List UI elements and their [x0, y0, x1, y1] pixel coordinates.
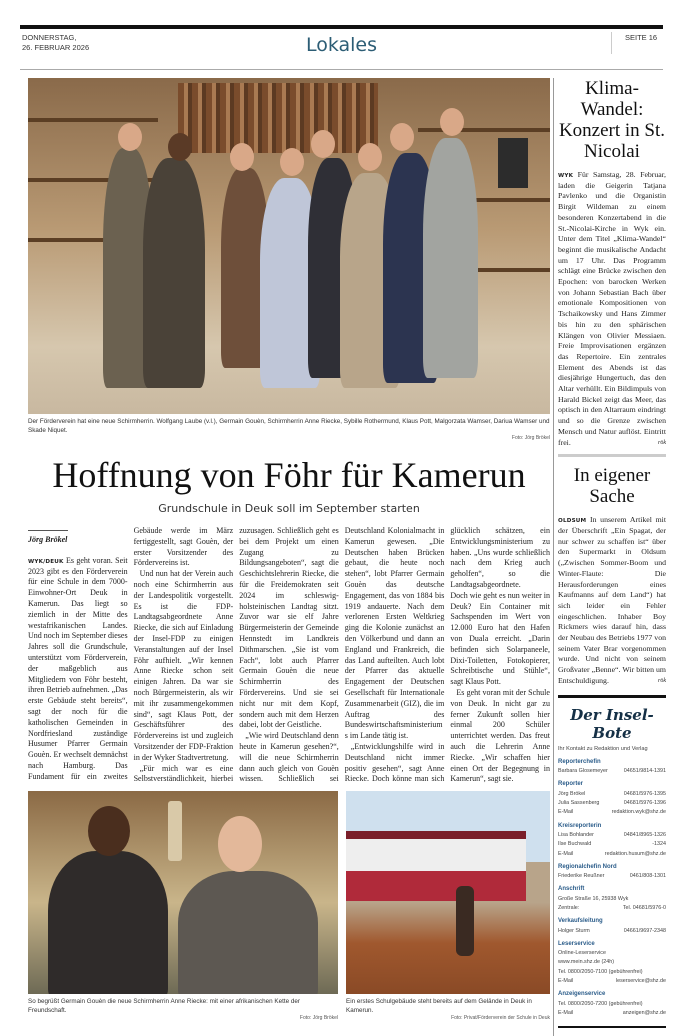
contact-value: 04681/5976-1396: [623, 800, 666, 807]
date: 26. FEBRUAR 2026: [22, 43, 90, 52]
paragraph: „Entwicklungshilfe wird in Deutschland nicht immer positiv gesehen“, sagt Anne Riecke. Doch könne man sich glücklich schätzen, ein Entwicklungsministerium zu haben. „Uns wurde schließlich nach dem Krieg auch geholfen“, so die Landtagsabgeordnete.: [344, 526, 550, 784]
contact-label: E-Mail: [558, 850, 574, 857]
paragraph: „Wie wird Deutschland denn heute in Kamerun gesehen?“, will die neue Schirmherrin dann auch gleich von Gouèn wissen. Schließlich sei Deutschland Kolonialmacht in Kamerun gewesen. „Die Deutschen haben Brücken gebaut, die heute noch stehen“, lobt Pfarrer Germain Gouèn das deutsche Engagement, das von 1884 bis 1919 andauerte. Nach dem verlorenen Ersten Weltkrieg ging die Kolonie zunächst an den Völkerbund und dann an England und Frankreich, die das Land aufteilten. Auch lobt der Pfarrer das aktuelle Engagement der Deutschen Gesellschaft für Internationale Zusammenarbeit (GIZ), die im Auftrag des Bundeswirtschaftsministeriums im Lande tätig ist.: [239, 526, 445, 784]
contact-group-title: Reporterchefin: [558, 758, 601, 765]
caption-text: So begrüßt Germain Gouèn die neue Schirmherrin Anne Riecke: mit einer afrikanischen Kette der Freundschaft.: [28, 998, 300, 1015]
header-divider: [20, 69, 663, 70]
contact-value: -1324: [652, 841, 666, 848]
paragraph: Und nun hat der Verein auch noch eine Schirmherrin aus der Landespolitik vorgestellt. Es ist die FDP-Landtagsabgeordnete Anne Riecke, die sich auf Einladung der Insel-FDP zu einigen Veranstaltungen auf der Insel Föhr aufhielt. „Wir kennen Anne Riecke schon seit einigen Jahren. Da war sie noch Bürgermeisterin, als wir mit ihr zusammengekommen sind“, sagt Klaus Pott, der Geschäftsführer des Fördervereins ist und zugleich Vorsitzender der FDP-Fraktion in der Wyker Stadtvertretung.: [133, 569, 234, 762]
contact-row: [558, 977, 666, 986]
issue-date: [22, 33, 89, 53]
contact-value[interactable]: leserservice@shz.de: [615, 978, 666, 985]
dateline: WYK/DEUK: [28, 558, 64, 565]
author-rule: [28, 530, 68, 531]
klima-body: [558, 170, 666, 448]
contact-value: 0461/808-1301: [629, 873, 666, 880]
contact-group-title: Kreisreporterin: [558, 822, 602, 829]
contact-label: Friederike Reußner: [558, 873, 605, 880]
sidebar: [553, 78, 666, 1036]
contact-row: [558, 799, 666, 808]
insel-bote-logo: Der Insel-Bote: [570, 705, 654, 742]
klima-article: [558, 78, 666, 448]
weekday: DONNERSTAG,: [22, 33, 77, 42]
contact-group-title: Anzeigenservice: [558, 991, 606, 998]
contact-row: [558, 1009, 666, 1018]
contact-row: [558, 767, 666, 776]
caption-text: Der Förderverein hat eine neue Schirmherrin. Wolfgang Laube (v.l.), Germain Gouèn, Schirmherrin Anne Riecke, Sybille Rothermund, Klaus Pott, Malgorzata Wamser, Dariua Wamser und Skade Niquet.: [28, 418, 550, 434]
contact-label: Julia Sassenberg: [558, 800, 600, 807]
contact-value: 04681/5976-1395: [623, 790, 666, 797]
contact-group-title: Regionalchefin Nord: [558, 863, 617, 870]
contact-label: Holger Sturm: [558, 927, 590, 934]
photo-right-block: [346, 791, 550, 1022]
contact-label: Tel. 0800/2050-7200 (gebührenfrei): [558, 1000, 643, 1007]
photo-gouen-riecke: [28, 791, 338, 994]
contact-value: 04661/9697-2348: [623, 927, 666, 934]
contact-group-title: Verkaufsleitung: [558, 918, 603, 925]
contact-row: [558, 927, 666, 936]
author-signature: rök: [658, 439, 666, 446]
main-column: [28, 78, 550, 1022]
contact-row: [558, 1000, 666, 1009]
contact-label: Zentrale:: [558, 904, 580, 911]
contact-row: [558, 872, 666, 881]
photo-school-building: [346, 791, 550, 994]
correction-article: [558, 465, 666, 686]
contact-label: Lisa Bohlander: [558, 831, 594, 838]
contact-value: 04841/8965-1326: [623, 831, 666, 838]
body-text: Für Samstag, 28. Februar, laden die Geigerin Tatjana Pavlenko und die Organistin Birgit Wildeman zu einem besonderen Konzertabend in die St.-Nicolai-Kirche in Wyk ein. Unter dem Titel „Klima-Wandel“ beginnt die musikalische Andacht um 17 Uhr. Das Programm schlägt eine Brücke zwischen den Epochen: von barocken Werken von Johann Sebastian Bach über emotionale Kompositionen von Tschaikowsky und Hans Zimmer bis hin zu den sphärischen Klängen von Olivier Messiaen. Freie Improvisationen ergänzen das Repertoire. Ein zentrales Element des Abends ist das diesjährige Hungertuch, das den Altar verhüllt. Ein Bildimpuls von Harald Bickel zeigt das Meer, das optisch in den Altarraum eindringt und so die Grenze zwischen Mensch und Natur auflöst. Eintritt frei.: [558, 170, 666, 447]
contact-row: [558, 895, 666, 904]
photo-credit: Foto: Jörg Brökel: [299, 1015, 338, 1022]
photo-credit: Foto: Jörg Brökel: [511, 435, 550, 441]
contact-row: [558, 949, 666, 958]
main-photo-caption: [28, 417, 550, 442]
divider: [558, 1026, 666, 1028]
contact-label: Jörg Brökel: [558, 790, 586, 797]
contact-label: E-Mail: [558, 978, 574, 985]
contact-group-title: Anschrift: [558, 886, 585, 893]
contact-list: [558, 758, 666, 1018]
photo-right-caption: [346, 997, 550, 1022]
photo-left-block: [28, 791, 338, 1022]
contact-value[interactable]: anzeigen@shz.de: [622, 1009, 666, 1016]
correction-body: [558, 515, 666, 686]
contact-group-title: Reporter: [558, 781, 584, 788]
contact-label: Tel. 0800/2050-7100 (gebührenfrei): [558, 968, 643, 975]
dateline: OLDSUM: [558, 518, 587, 525]
contact-label: Große Straße 16, 25938 Wyk: [558, 895, 629, 902]
contact-value[interactable]: redaktion.wyk@shz.de: [611, 809, 666, 816]
divider: [558, 695, 666, 698]
divider: [558, 454, 666, 457]
contact-label[interactable]: www.mein.shz.de (24h): [558, 959, 615, 966]
contact-value: 04651/9814-1391: [623, 768, 666, 775]
photo-left-caption: [28, 997, 338, 1022]
caption-text: Ein erstes Schulgebäude steht bereits auf dem Gelände in Deuk in Kamerun.: [346, 998, 532, 1015]
contact-row: [558, 808, 666, 817]
contact-label: Online-Leserservice: [558, 950, 606, 957]
main-photo: [28, 78, 550, 414]
paragraph: Es geht voran mit der Schule von Deuk. In nicht gar zu ferner Zukunft sollen hier einmal 200 Schüler unterrichtet werden. Das freut auch die Lehrerin Anne Riecke. „Wir schaffen hier einen Ort der Begegnung in Kamerun“, sagt sie.: [450, 687, 550, 784]
top-rule: [20, 25, 663, 29]
article-headline: Hoffnung von Föhr für Kamerun: [52, 455, 526, 495]
bottom-photos: [28, 791, 550, 1022]
article-subheadline: Grundschule in Deuk soll im September starten: [158, 502, 420, 515]
contact-label: Barbara Glosemeyer: [558, 768, 608, 775]
paragraph: „Für mich war es eine Selbstverständlichkeit, hierbei zuzusagen. Schließlich geht es bei dem Projekt um einen Zugang zu Bildungsangeboten“, sagt die Geschichtslehrerin Riecke, die für die Freidemokraten seit 2024 im schleswig-holsteinischen Landtag sitzt. Zuvor war sie elf Jahre Bürgermeisterin der Gemeinde Hennstedt im Landkreis Dithmarschen. „Sie ist vom Fach“, lobt auch Pfarrer Germain Gouèn die neue Schirmherrin des Fördervereins. Und sie sei nicht nur mit dem Kopf, sondern auch mit dem Herzen dabei, lobt der Geistliche.: [133, 526, 339, 784]
contact-label: E-Mail: [558, 1009, 574, 1016]
contact-intro: Ihr Kontakt zu Redaktion und Verlag: [558, 745, 648, 752]
contact-label: E-Mail: [558, 809, 574, 816]
contact-row: [558, 850, 666, 859]
photo-credit: Foto: Privat/Förderverein der Schule in Deuk: [451, 1015, 550, 1022]
correction-headline: In eigener Sache: [573, 465, 651, 508]
author: Jörg Brökel: [28, 535, 68, 544]
contact-value[interactable]: redaktion.husum@shz.de: [604, 850, 666, 857]
contact-row: [558, 968, 666, 977]
author-signature: rök: [658, 677, 666, 684]
contact-row: [558, 831, 666, 840]
divider: [611, 32, 612, 54]
contact-row: [558, 904, 666, 913]
klima-headline: Klima-Wandel: Konzert in St. Nicolai: [558, 78, 666, 162]
paragraph: Doch wie geht es nun weiter in Deuk? Ein Container mit Sachspenden im Wert von 12.000 Euro hat den Hafen von Duala erreicht. „Darin befinden sich Solarpaneele, Dixi-Toiletten, Fotokopierer, Schreibtische und Stühle“, sagt Klaus Pott.: [450, 590, 550, 687]
paragraph-text: Es geht voran. Seit 2023 gibt es den Förderverein für eine Schule in dem 7000-Einwohner-Ort Deuk in Kamerun. Das liegt so ziemlich in der Mitte des westafrikanischen Landes. Und noch im September dieses Jahres soll die Grundschule, unterstützt vom Förderverein, der maßgeblich aus Mitgliedern von Föhr besteht, ihren Betrieb aufnehmen. „Das erste Gebäude steht bereits“, sagt der noch für die katholischen Gemeinden in Nordfriesland zuständige Husumer Pfarrer Germain Gouèn. Er wechselt demnächst nach Hamburg. Das Fundament für ein zweites Gebäude werde im März fertiggestellt, sagt Gouèn, der erster Vorsitzender des Fördervereins ist.: [28, 526, 234, 781]
page-number: SEITE 16: [625, 33, 658, 42]
contact-group-title: Leserservice: [558, 940, 595, 947]
contact-label: Ilse Buchwald: [558, 841, 592, 848]
contact-value: Tel. 04681/5976-0: [622, 904, 666, 911]
contact-box: [558, 706, 666, 1019]
contact-row: [558, 958, 666, 967]
body-text: In unserem Artikel mit der Überschrift „Ein Spagat, der nur schwer zu schaffen ist“ über den Supermarkt in Oldsum („Zwischen Sommer-Boom und Winter-Flaute: Die Herausforderungen eines Kaufmanns auf dem Land“) hat sich leider ein Fehler eingeschlichen. Inhaber Boy Rickmers wies darauf hin, dass der Neubau des Betriebs 1977 von seinem Vater Brar vorgenommen wurde. Und nicht von seinem Großvater „Benne“. Wir bitten um Entschuldigung.: [558, 515, 666, 685]
contact-row: [558, 840, 666, 849]
section-title: Lokales: [305, 34, 378, 56]
contact-row: [558, 790, 666, 799]
dateline: WYK: [558, 173, 574, 179]
article-body: [28, 526, 550, 785]
